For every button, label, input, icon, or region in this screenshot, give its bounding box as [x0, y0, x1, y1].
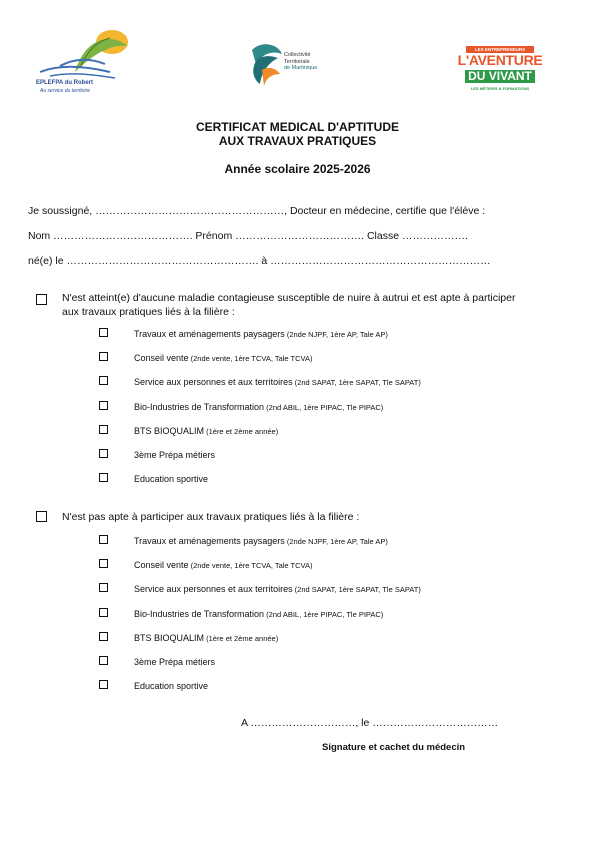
logo-tagline: Au service du territoire	[40, 88, 91, 94]
logo-eplefpa	[30, 28, 140, 94]
logo-bottom: LES MÉTIERS & FORMATIONS	[470, 86, 530, 91]
option-detail: (2nde vente, 1ère TCVA, Tale TCVA)	[188, 561, 313, 571]
apt-option-label	[134, 402, 383, 412]
inapt-option-checkbox[interactable]	[99, 608, 108, 617]
logo-collectivite	[248, 40, 332, 90]
document-title-line-2: AUX TRAVAUX PRATIQUES	[218, 134, 377, 148]
option-detail: (1ère et 2ème année)	[204, 426, 279, 436]
option-detail: (2nd ABIL, 1ère PIPAC, Tle PIPAC)	[264, 609, 384, 619]
option-detail: (2nde NJPF, 1ère AP, Tale AP)	[284, 330, 388, 339]
signature-label: Signature et cachet du médecin	[322, 742, 466, 753]
logo-line-1: Collectivité	[284, 52, 311, 58]
option-name: Bio-Industries de Transformation	[134, 401, 265, 412]
apt-option-checkbox[interactable]	[99, 352, 108, 361]
inapt-option-label	[134, 560, 313, 570]
inapt-option-checkbox[interactable]	[99, 583, 108, 592]
birth-line: né(e) le ………………………………………………. à ………………………………………………………	[28, 255, 491, 267]
option-detail: (2nd ABIL, 1ère PIPAC, Tle PIPAC)	[264, 402, 384, 412]
option-name: Travaux et aménagements paysagers	[134, 536, 285, 546]
option-detail: (2nd SAPAT, 1ère SAPAT, Tle SAPAT)	[292, 378, 421, 388]
bird-emblem-icon	[248, 40, 284, 90]
apt-option-checkbox[interactable]	[99, 401, 108, 410]
apt-option-label	[134, 426, 278, 436]
apt-option-checkbox[interactable]	[99, 376, 108, 385]
apt-option-checkbox[interactable]	[99, 425, 108, 434]
apt-option-label	[134, 353, 313, 363]
document-title-line-1: CERTIFICAT MEDICAL D'APTITUDE	[195, 120, 400, 134]
apt-option-label	[134, 377, 421, 387]
inapt-statement: N'est pas apte à participer aux travaux pratiques liés à la filière :	[62, 511, 360, 523]
inapt-option-checkbox[interactable]	[99, 632, 108, 641]
apt-option-label	[134, 450, 215, 460]
option-name: Conseil vente	[134, 353, 189, 364]
option-detail: (2nde vente, 1ère TCVA, Tale TCVA)	[188, 354, 313, 364]
option-detail: (2nd SAPAT, 1ère SAPAT, Tle SAPAT)	[292, 585, 421, 595]
inapt-option-checkbox[interactable]	[99, 535, 108, 544]
option-name: Education sportive	[134, 681, 209, 692]
logo-name: EPLEFPA du Robert	[36, 80, 93, 86]
apt-text-line-1: N'est atteint(e) d'aucune maladie contagieuse susceptible de nuire à autrui et est apte à participer	[62, 292, 516, 304]
inapt-checkbox[interactable]	[36, 511, 47, 522]
logo-line1: L'AVENTURE	[457, 52, 543, 68]
student-name-line: Nom …………………………………. Prénom ………………………………. Classe ……………….	[28, 230, 468, 242]
option-name: Service aux personnes et aux territoires	[134, 377, 293, 388]
option-name: BTS BIOQUALIM	[134, 425, 205, 436]
inapt-option-label	[134, 657, 215, 667]
inapt-option-checkbox[interactable]	[99, 559, 108, 568]
inapt-option-label	[134, 536, 388, 546]
inapt-option-label	[134, 633, 278, 643]
option-name: Bio-Industries de Transformation	[134, 608, 265, 619]
logo-aventure-du-vivant	[456, 46, 544, 92]
apt-statement	[62, 292, 542, 319]
leaf-logo-icon	[30, 28, 140, 80]
apt-text-line-2: aux travaux pratiques liés à la filière :	[62, 305, 235, 318]
option-detail: (1ère et 2ème année)	[204, 633, 279, 643]
apt-option-checkbox[interactable]	[99, 328, 108, 337]
apt-checkbox[interactable]	[36, 294, 47, 305]
place-date-line: A …………………………, le ………………………………	[241, 717, 499, 729]
inapt-option-label	[134, 609, 383, 619]
option-name: Service aux personnes et aux territoires	[134, 584, 293, 595]
apt-option-label	[134, 329, 388, 339]
logo-line2: DU VIVANT	[465, 70, 535, 83]
apt-option-checkbox[interactable]	[99, 473, 108, 482]
option-detail: (2nde NJPF, 1ère AP, Tale AP)	[284, 537, 388, 546]
option-name: 3ème Prépa métiers	[134, 657, 216, 667]
option-name: BTS BIOQUALIM	[134, 632, 205, 643]
inapt-option-checkbox[interactable]	[99, 656, 108, 665]
doctor-line: Je soussigné, ………………………………………………, Docteur en médecine, certifie que l'élève :	[28, 205, 486, 217]
school-year: Année scolaire 2025-2026	[224, 162, 371, 176]
logo-line-3: de Martinique	[284, 65, 318, 71]
inapt-option-label	[134, 584, 421, 594]
logo-line-2: Territoriale	[284, 58, 310, 65]
option-name: Education sportive	[134, 474, 209, 485]
logo-top: LES ENTREPRENEURS	[466, 46, 534, 53]
option-name: Conseil vente	[134, 560, 189, 571]
inapt-option-checkbox[interactable]	[99, 680, 108, 689]
apt-option-checkbox[interactable]	[99, 449, 108, 458]
option-name: Travaux et aménagements paysagers	[134, 329, 285, 339]
inapt-option-label	[134, 681, 208, 691]
option-name: 3ème Prépa métiers	[134, 450, 216, 460]
apt-option-label	[134, 474, 208, 484]
